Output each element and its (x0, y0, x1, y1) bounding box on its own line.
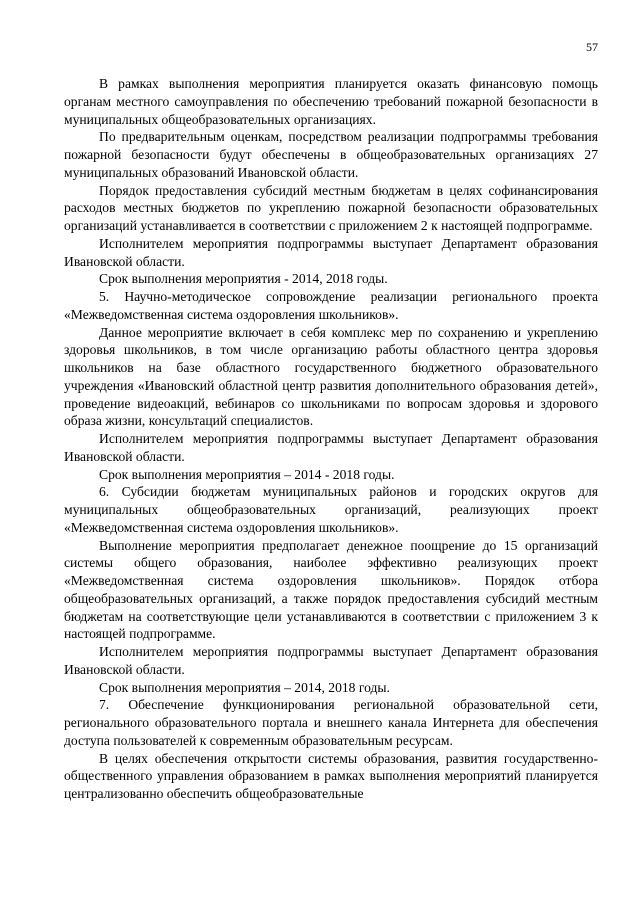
section-heading-6: 6. Субсидии бюджетам муниципальных районов и городских округов для муниципальных общеобразовательных организаций, реализующих проект «Межведомственная система оздоровления школьников». (64, 484, 598, 535)
paragraph: Исполнителем мероприятия подпрограммы выступает Департамент образования Ивановской области. (64, 431, 598, 464)
document-body (64, 75, 598, 803)
page-number: 57 (586, 40, 598, 54)
paragraph: Исполнителем мероприятия подпрограммы выступает Департамент образования Ивановской области. (64, 644, 598, 677)
paragraph: Порядок предоставления субсидий местным бюджетам в целях софинансирования расходов местных бюджетов по укреплению пожарной безопасности образовательных организаций устанавливается в соответствии с приложением 2 к настоящей подпрограмме. (64, 182, 598, 233)
section-heading-7: 7. Обеспечение функционирования региональной образовательной сети, регионального образовательного портала и внешнего канала Интернета для обеспечения доступа пользователей к современным образовательным ресурсам. (64, 697, 598, 748)
paragraph: В целях обеспечения открытости системы образования, развития государственно-общественного управления образованием в рамках выполнения мероприятий планируется централизованно обеспечить общеобразовательные (64, 750, 598, 801)
section-heading-5: 5. Научно-методическое сопровождение реализации регионального проекта «Межведомственная система оздоровления школьников». (64, 289, 598, 322)
paragraph: Данное мероприятие включает в себя комплекс мер по сохранению и укреплению здоровья школьников, в том числе организацию работы областного центра здоровья школьников на базе областного государственного бюджетного образовательного учреждения «Ивановский областной центр развития дополнительного образования детей», проведение видеоакций, вебинаров со школьниками по вопросам здоровья и здорового образа жизни, консультаций специалистов. (64, 324, 598, 429)
paragraph: Исполнителем мероприятия подпрограммы выступает Департамент образования Ивановской области. (64, 235, 598, 269)
paragraph: Срок выполнения мероприятия - 2014, 2018 годы. (99, 271, 388, 287)
paragraph: Выполнение мероприятия предполагает денежное поощрение до 15 организаций системы общего образования, наиболее эффективно реализующих проект «Межведомственная система оздоровления школьников». Порядок отбора общеобразовательных организаций, а также порядок предоставления субсидий местным бюджетам на соответствующие цели устанавливаются в соответствии с приложением 3 к настоящей подпрограмме. (64, 537, 598, 642)
paragraph: По предварительным оценкам, посредством реализации подпрограммы требования пожарной безопасности будут обеспечены в общеобразовательных организациях 27 муниципальных образований Ивановской области. (64, 129, 598, 180)
paragraph: Срок выполнения мероприятия – 2014 - 2018 годы. (99, 466, 395, 482)
paragraph: В рамках выполнения мероприятия планируется оказать финансовую помощь органам местного самоуправления по обеспечению требований пожарной безопасности в муниципальных общеобразовательных организациях. (64, 76, 598, 127)
paragraph: Срок выполнения мероприятия – 2014, 2018 годы. (99, 679, 390, 695)
